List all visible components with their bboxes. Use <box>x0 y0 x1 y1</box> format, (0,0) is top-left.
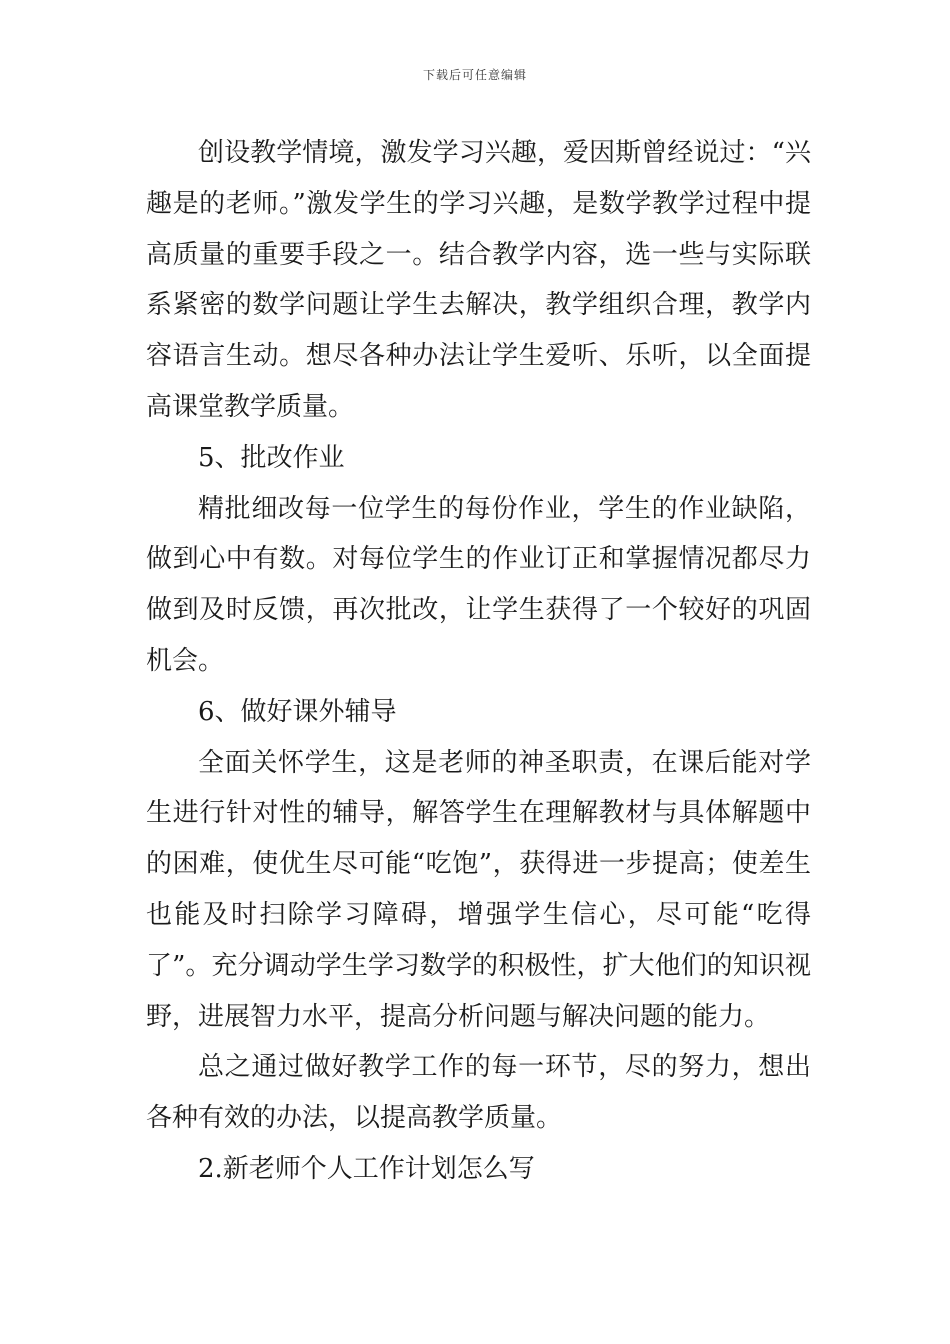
section-heading-tutoring: 6、做好课外辅导 <box>198 696 397 727</box>
paragraph-teaching-situation: 创设教学情境，激发学习兴趣，爱因斯曾经说过：“兴趣是的老师。”激发学生的学习兴趣，是数学教学过程中提高质量的重要手段之一。结合教学内容，选一些与实际联系紧密的数学问题让学生去解决，教学组织合理，教学内容语言生动。想尽各种办法让学生爱听、乐听，以全面提高课堂教学质量。 <box>146 138 811 422</box>
paragraph-tutoring: 全面关怀学生，这是老师的神圣职责，在课后能对学生进行针对性的辅导，解答学生在理解教材与具体解题中的困难，使优生尽可能“吃饱”，获得进一步提高；使差生也能及时扫除学习障碍，增强学生信心，尽可能“吃得了”。充分调动学生学习数学的积极性，扩大他们的知识视野，进展智力水平，提高分析问题与解决问题的能力。 <box>146 747 811 1032</box>
section-heading-new-teacher-plan: 2.新老师个人工作计划怎么写 <box>198 1153 535 1184</box>
section-heading-homework: 5、批改作业 <box>198 442 345 473</box>
document-body <box>146 128 811 1195</box>
paragraph-homework: 精批细改每一位学生的每份作业，学生的作业缺陷，做到心中有数。对每位学生的作业订正和掌握情况都尽力做到及时反馈，再次批改，让学生获得了一个较好的巩固机会。 <box>146 493 811 676</box>
paragraph-summary: 总之通过做好教学工作的每一环节，尽的努力，想出各种有效的办法，以提高教学质量。 <box>146 1052 811 1134</box>
page-header: 下载后可任意编辑 <box>422 68 527 82</box>
